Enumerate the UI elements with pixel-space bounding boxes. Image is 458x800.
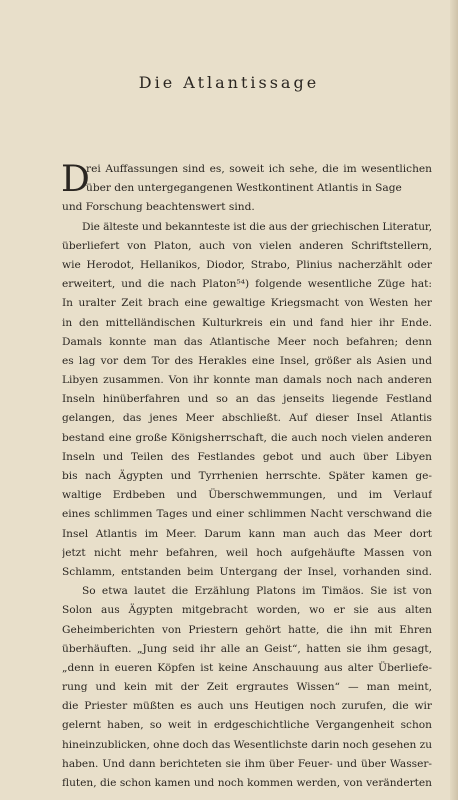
text-line: Geheimberichten von Priestern gehört hatte, die ihn mit Ehren (62, 623, 432, 636)
text-line: hineinzublicken, ohne doch das Wesentlichste darin noch gesehen zu (62, 738, 432, 751)
text-line: eines schlimmen Tages und einer schlimmen Nacht verschwand die (62, 508, 432, 521)
text-line: Insel Atlantis im Meer. Darum kann man auch das Meer dort (62, 527, 432, 540)
drop-cap: D (61, 159, 90, 200)
text-line: gelernt haben, so weit in erdgeschichtliche Vergangenheit schon (62, 719, 432, 732)
text-line: über den untergegangenen Westkontinent Atlantis in Sage (86, 182, 402, 195)
text-line: Solon aus Ägypten mitgebracht worden, wo er sie aus alten (62, 604, 432, 617)
text-line: fluten, die schon kamen und noch kommen werden, von veränderten (62, 777, 432, 789)
text-line: die Priester müßten es auch uns Heutigen noch zurufen, die wir (62, 700, 432, 713)
text-line: und Forschung beachtenswert sind. (62, 201, 255, 214)
text-line: rei Auffassungen sind es, soweit ich sehe, die im wesentlichen (86, 163, 432, 175)
text-line: jetzt nicht mehr befahren, weil hoch aufgehäufte Massen von (62, 546, 432, 559)
text-line: Schlamm, entstanden beim Untergang der Insel, vorhanden sind. (62, 565, 432, 578)
text-line: Damals konnte man das Atlantische Meer noch befahren; denn (62, 335, 432, 348)
text-line: bestand eine große Königsherrschaft, die auch noch vielen anderen (62, 431, 432, 444)
body-text (62, 160, 432, 793)
text-line: überliefert von Platon, auch von vielen anderen Schriftstellern, (62, 239, 432, 252)
text-line: haben. Und dann berichteten sie ihm über Feuer- und über Wasser- (62, 757, 432, 770)
text-line: in den mittelländischen Kulturkreis ein und fand hier ihr Ende. (62, 316, 432, 329)
text-line: bis nach Ägypten und Tyrrhenien herrschte. Später kamen ge- (62, 470, 432, 482)
text-line: es lag vor dem Tor des Herakles eine Insel, größer als Asien und (62, 354, 432, 367)
text-line: Die älteste und bekannteste ist die aus der griechischen Literatur, (82, 220, 432, 233)
text-line: wie Herodot, Hellanikos, Diodor, Strabo, Plinius nacherzählt oder (62, 258, 432, 271)
text-line: überhäuften. „Jung seid ihr alle an Geist“, hatten sie ihm gesagt, (62, 642, 432, 655)
text-line: Inseln hinüberfahren und so an das jenseits liegende Festland (62, 393, 432, 406)
text-line: rung und kein mit der Zeit ergrautes Wissen“ — man meint, (62, 681, 432, 694)
text-line: So etwa lautet die Erzählung Platons im Timäos. Sie ist von (82, 585, 432, 598)
text-line: Inseln und Teilen des Festlandes gebot und auch über Libyen (62, 450, 432, 463)
text-line: In uralter Zeit brach eine gewaltige Kriegsmacht von Westen her (62, 297, 432, 310)
text-line: Libyen zusammen. Von ihr konnte man damals noch nach anderen (62, 374, 432, 387)
text-line: „denn in eueren Köpfen ist keine Anschauung aus alter Überliefe- (62, 661, 432, 674)
text-line: erweitert, und die nach Platon⁵⁴) folgende wesentliche Züge hat: (62, 278, 432, 291)
page-spine-shadow (450, 0, 458, 800)
text-line: gelangen, das jenes Meer abschließt. Auf dieser Insel Atlantis (62, 412, 432, 425)
text-line: waltige Erdbeben und Überschwemmungen, und im Verlauf (62, 489, 432, 502)
chapter-title: Die Atlantissage (138, 73, 320, 92)
